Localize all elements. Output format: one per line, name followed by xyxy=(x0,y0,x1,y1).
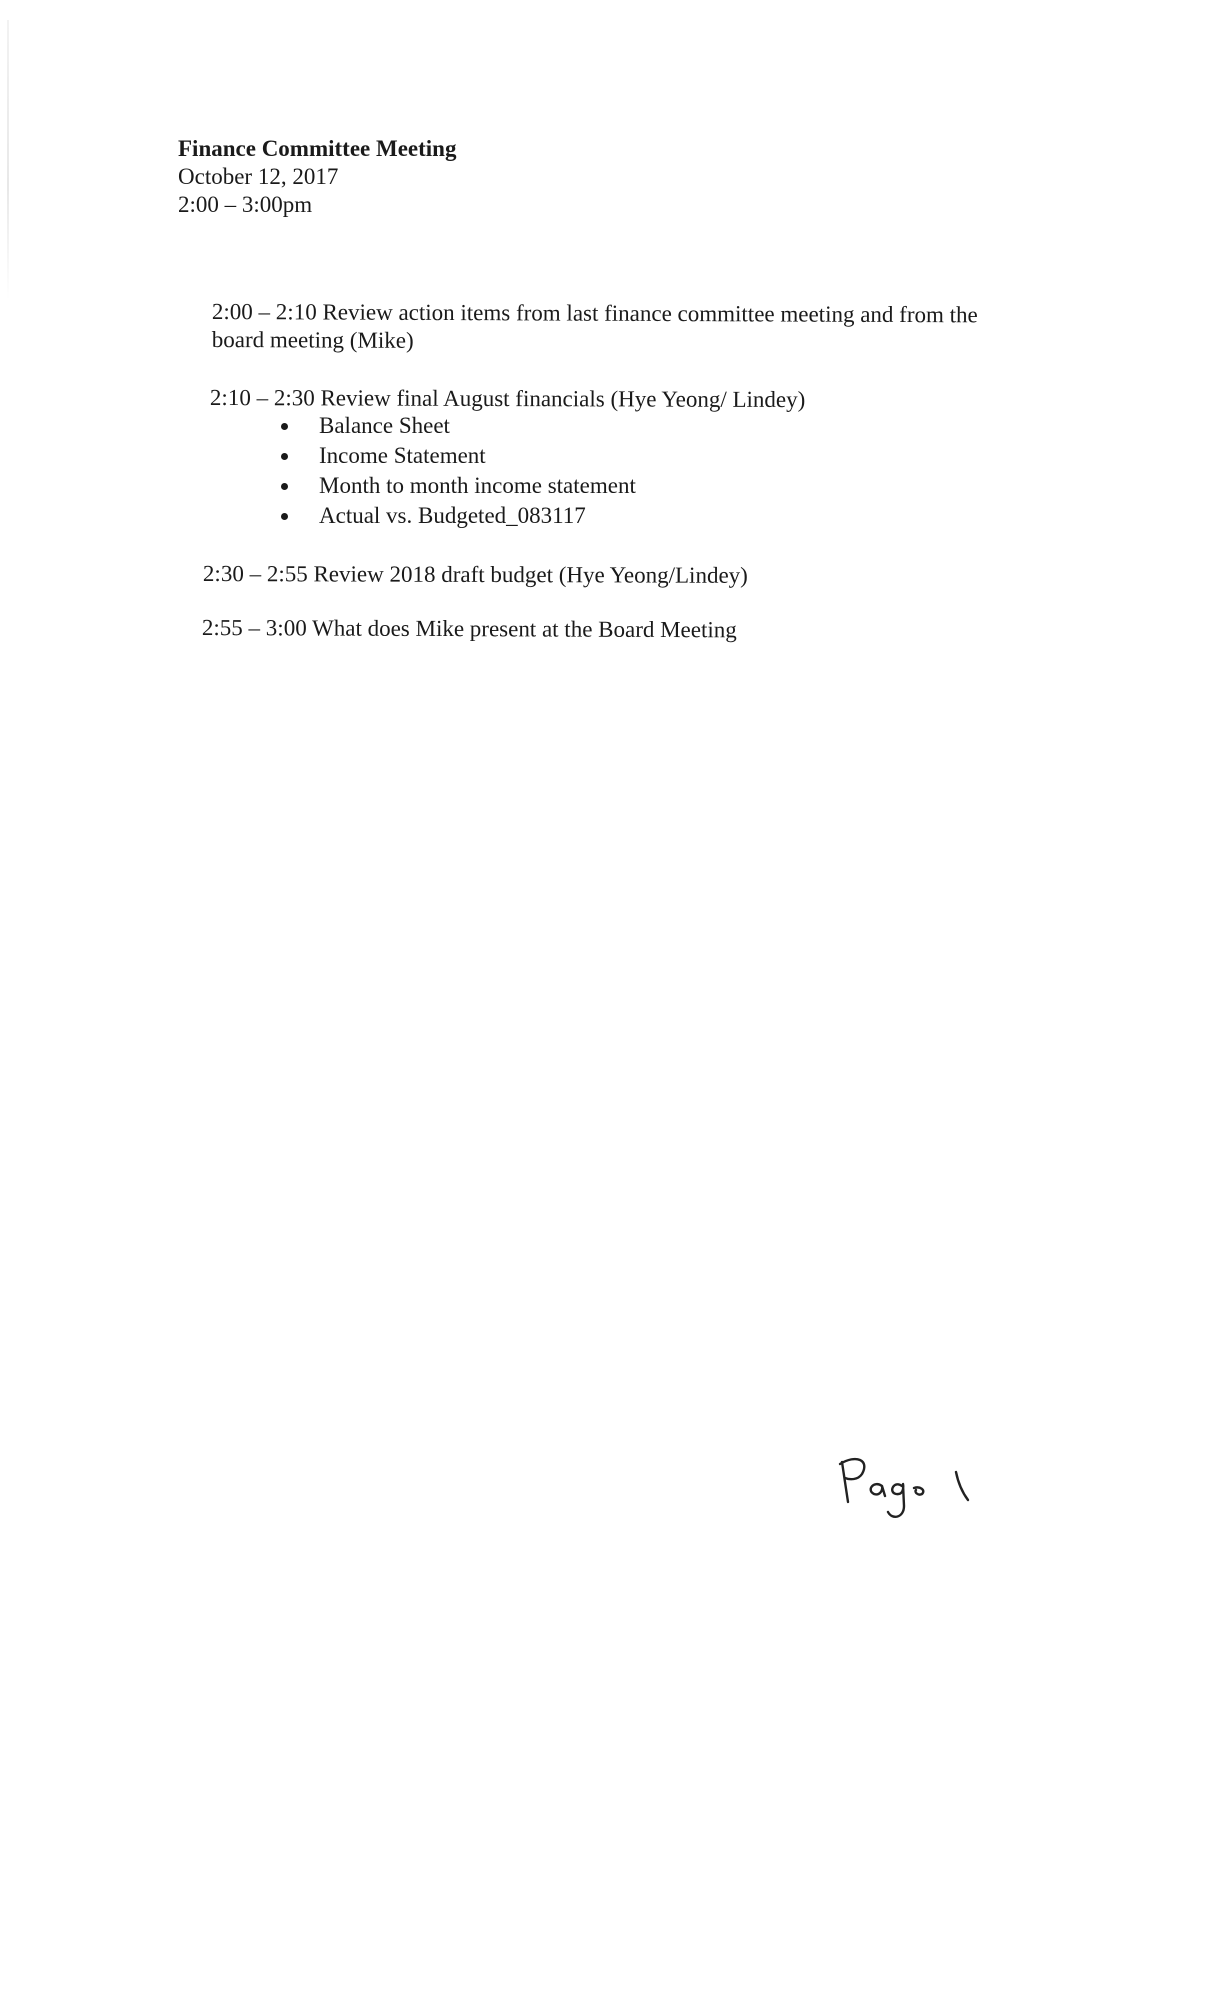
bullet-icon xyxy=(281,513,288,520)
agenda-item-3 xyxy=(203,560,1043,591)
list-item: Income Statement xyxy=(281,441,636,471)
meeting-time: 2:00 – 3:00pm xyxy=(178,192,313,217)
agenda-item-3-text: 2:30 – 2:55 Review 2018 draft budget (Hye Yeong/Lindey) xyxy=(202,561,748,588)
meeting-date: October 12, 2017 xyxy=(178,164,339,189)
list-item: Balance Sheet xyxy=(281,411,636,441)
agenda-item-4-text: 2:55 – 3:00 What does Mike present at the Board Meeting xyxy=(201,615,737,643)
agenda-item-1 xyxy=(212,298,1052,358)
meeting-title: Finance Committee Meeting xyxy=(178,136,457,161)
list-item: Month to month income statement xyxy=(281,471,636,501)
bullet-icon xyxy=(281,453,288,460)
agenda-item-1-text-cont: board meeting (Mike) xyxy=(211,326,414,353)
agenda-item-4 xyxy=(202,614,1042,646)
agenda-item-2-text: 2:10 – 2:30 Review final August financials (Hye Yeong/ Lindey) xyxy=(209,385,806,413)
handwritten-page-number xyxy=(836,1450,986,1540)
agenda-item-1-text: 2:00 – 2:10 Review action items from last finance committee meeting and from the xyxy=(211,299,978,328)
agenda-item-2-bullets xyxy=(281,411,636,531)
bullet-icon xyxy=(281,483,288,490)
bullet-icon xyxy=(281,423,288,430)
list-item: Actual vs. Budgeted_083117 xyxy=(281,501,636,531)
